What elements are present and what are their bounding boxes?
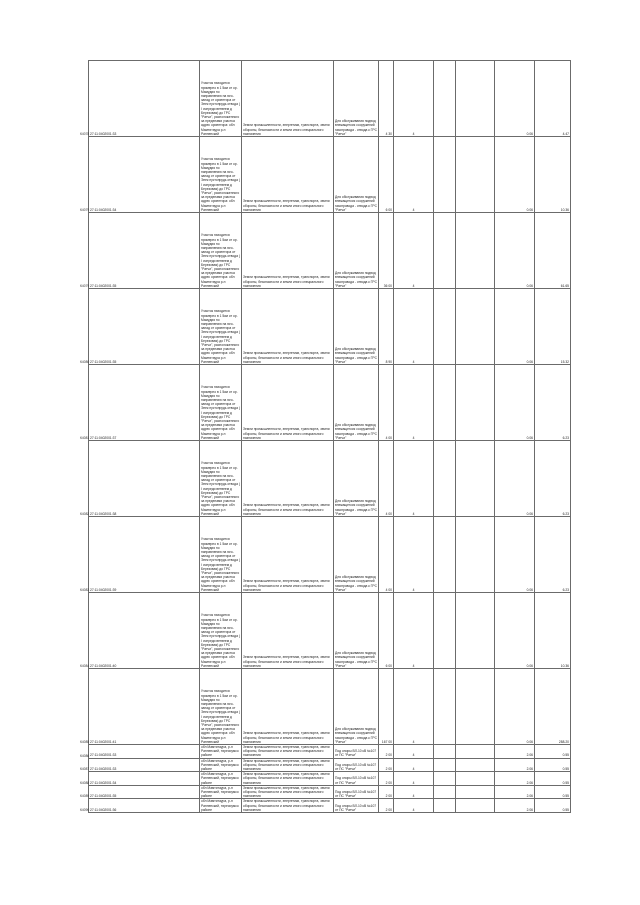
cadastral-number-cell: 27:11:0402001:33 — [89, 745, 200, 759]
location-cell: обл Мамтитаура, р-н Ранненский, тиресиумсо районе — [200, 758, 242, 772]
unit-cell: 4 — [394, 785, 434, 799]
permitted-use-cell: Для обслуживания подвод внежащегося сооружений газопровода - отвода к ГРС "Ратчи" — [334, 137, 379, 213]
land-category-cell: Земли промышленности, энергетики, транспорта, земли обороны, безопасности и земли иного специального назначения — [242, 289, 334, 365]
permitted-use-cell: Под опоры ВЛ-10 кВ №107 от ПС "Ратчи" — [334, 758, 379, 772]
cadastral-number-cell: 27:11:0402001:35 — [89, 213, 200, 289]
rate-cell: 2.06 — [495, 758, 535, 772]
cadastral-number-cell: 27:11:0402001:37 — [89, 365, 200, 441]
land-category-cell: Земли промышленности, энергетики, транспорта, земли обороны, безопасности и земли иного специального назначения — [242, 669, 334, 745]
amount-cell: 10.36 — [535, 137, 571, 213]
rate-cell: 2.06 — [495, 785, 535, 799]
empty-cell — [456, 61, 495, 137]
empty-cell — [456, 799, 495, 813]
rate-cell: 0.06 — [495, 669, 535, 745]
land-category-cell: Земли промышленности, энергетики, транспорта, земли обороны, безопасности и земли иного специального назначения — [242, 593, 334, 669]
table-row — [89, 289, 571, 365]
empty-cell — [434, 137, 456, 213]
empty-cell — [456, 213, 495, 289]
rate-cell: 0.06 — [495, 61, 535, 137]
unit-cell: 4 — [394, 772, 434, 786]
empty-cell — [456, 517, 495, 593]
row-id-label: К4089 — [80, 794, 90, 799]
empty-cell — [456, 758, 495, 772]
unit-cell: 4 — [394, 365, 434, 441]
table-body — [89, 61, 571, 813]
land-category-cell: Земли промышленности, энергетики, транспорта, земли обороны, безопасности и земли иного специального назначения — [242, 772, 334, 786]
area-cell: 2 00 — [379, 772, 394, 786]
rate-cell: 2.06 — [495, 772, 535, 786]
row-id-label: К4080 — [80, 360, 90, 364]
area-cell: 167 00 — [379, 669, 394, 745]
rate-cell: 0.06 — [495, 289, 535, 365]
permitted-use-cell: Для обслуживания подвод внежащегося сооружений газопровода - отвода к ГРС "Ратчи" — [334, 441, 379, 517]
row-id-label: К4087 — [80, 767, 90, 772]
row-id-label: К4083 — [80, 588, 90, 592]
land-category-cell: Земли промышленности, энергетики, транспорта, земли обороны, безопасности и земли иного специального назначения — [242, 365, 334, 441]
area-cell: 6 00 — [379, 593, 394, 669]
empty-cell — [456, 365, 495, 441]
cadastral-number-cell: 27:11:0402001:33 — [89, 758, 200, 772]
land-category-cell: Земли промышленности, энергетики, транспорта, земли обороны, безопасности и земли иного специального назначения — [242, 758, 334, 772]
permitted-use-cell: Под опоры ВЛ-10 кВ №107 от ПС "Ратчи" — [334, 772, 379, 786]
cadastral-number-cell: 27:11:0402001:34 — [89, 137, 200, 213]
empty-cell — [434, 799, 456, 813]
empty-cell — [434, 517, 456, 593]
amount-cell: 10.36 — [535, 593, 571, 669]
cadastral-number-cell: 27:11:0402001:35 — [89, 289, 200, 365]
empty-cell — [434, 441, 456, 517]
area-cell: 2 00 — [379, 745, 394, 759]
unit-cell: 4 — [394, 669, 434, 745]
location-cell: Участок находится примерно в 1 5км от ор. Мамудия по направлению на юго-запад от ориентира от Элек пустопрудь отвода ( I очереди ветвеем д Березовая) до ГРС "Ратчи", расположенного за пределами участка адрес ориентира: обл Мамтитаура р-н Ранненский — [200, 441, 242, 517]
location-cell: обл Мамтитаура, р-н Ранненский, тиресиумсо районе — [200, 799, 242, 813]
permitted-use-cell: Под опоры ВЛ-10 кВ №107 от ПС "Ратчи" — [334, 745, 379, 759]
land-category-cell: Земли промышленности, энергетики, транспорта, земли обороны, безопасности и земли иного специального назначения — [242, 61, 334, 137]
cadastral-number-cell: 27:11:0402001:34 — [89, 772, 200, 786]
permitted-use-cell: Для обслуживания подвод внежащегося сооружений газопровода - отвода к ГРС "Ратчи" — [334, 669, 379, 745]
area-cell: 2 00 — [379, 799, 394, 813]
location-cell: Участок находится примерно в 1 5км от ор. Мамудия по направлению на юго-запад от ориентира от Элек пустопрудь отвода ( I очереди ветвеем д Березовая) до ГРС "Ратчи", расположенного за пределами участка адрес ориентира: обл Мамтитаура р-н Ранненский — [200, 289, 242, 365]
unit-cell: 4 — [394, 441, 434, 517]
table-row — [89, 137, 571, 213]
area-cell: 4 30 — [379, 61, 394, 137]
land-category-cell: Земли промышленности, энергетики, транспорта, земли обороны, безопасности и земли иного специального назначения — [242, 517, 334, 593]
rate-cell: 0.06 — [495, 441, 535, 517]
amount-cell: 0.55 — [535, 758, 571, 772]
unit-cell: 4 — [394, 289, 434, 365]
rate-cell: 2.06 — [495, 799, 535, 813]
location-cell: обл Мамтитаура, р-н Ранненский, тиресиумсо районе — [200, 785, 242, 799]
row-id-label: К4084 — [80, 664, 90, 668]
cadastral-number-cell: 27:11:0402001:39 — [89, 517, 200, 593]
empty-cell — [456, 441, 495, 517]
land-category-cell: Земли промышленности, энергетики, транспорта, земли обороны, безопасности и земли иного специального назначения — [242, 785, 334, 799]
empty-cell — [456, 785, 495, 799]
permitted-use-cell: Для обслуживания подвод внежащегося сооружений газопровода - отвода к ГРС "Ратчи" — [334, 289, 379, 365]
permitted-use-cell: Для обслуживания подвод внежащегося сооружений газопровода - отвода к ГРС "Ратчи" — [334, 365, 379, 441]
empty-cell — [456, 669, 495, 745]
permitted-use-cell: Под опоры ВЛ-10 кВ №107 от ПС "Ратчи" — [334, 785, 379, 799]
location-cell: обл Мамтитаура, р-н Ранненский, тиресиумсо районе — [200, 772, 242, 786]
amount-cell: 6.23 — [535, 517, 571, 593]
row-id-label: К4088 — [80, 780, 90, 785]
area-cell: 2 00 — [379, 758, 394, 772]
rate-cell: 0.06 — [495, 517, 535, 593]
amount-cell: 4.47 — [535, 61, 571, 137]
empty-cell — [434, 365, 456, 441]
table-row — [89, 669, 571, 745]
rate-cell: 2.06 — [495, 745, 535, 759]
land-category-cell: Земли промышленности, энергетики, транспорта, земли обороны, безопасности и земли иного специального назначения — [242, 799, 334, 813]
row-id-label: К4081 — [80, 436, 90, 440]
row-id-label: К4079 — [80, 284, 90, 288]
area-cell: 4 00 — [379, 517, 394, 593]
empty-cell — [434, 213, 456, 289]
table-row — [89, 61, 571, 137]
unit-cell: 4 — [394, 799, 434, 813]
unit-cell: 4 — [394, 593, 434, 669]
area-cell: 4 00 — [379, 441, 394, 517]
empty-cell — [434, 758, 456, 772]
amount-cell: 0.55 — [535, 799, 571, 813]
table-row — [89, 785, 571, 799]
unit-cell: 4 — [394, 517, 434, 593]
land-category-cell: Земли промышленности, энергетики, транспорта, земли обороны, безопасности и земли иного специального назначения — [242, 137, 334, 213]
amount-cell: 0.55 — [535, 785, 571, 799]
table-row — [89, 593, 571, 669]
location-cell: Участок находится примерно в 1 5км от ор. Мамудия по направлению на юго-запад от ориентира от Элек пустопрудь отвода ( I очереди ветвеем д Березовая) до ГРС "Ратчи", расположенного за пределами участка адрес ориентира: обл Мамтитаура р-н Ранненский — [200, 137, 242, 213]
row-id-label: К4085 — [80, 740, 90, 744]
cadastral-number-cell: 27:11:0402001:40 — [89, 593, 200, 669]
row-id-label: К4078 — [80, 132, 90, 136]
permitted-use-cell: Для обслуживания подвод внежащегося сооружений газопровода - отвода к ГРС "Ратчи" — [334, 61, 379, 137]
amount-cell: 6.23 — [535, 441, 571, 517]
table-row — [89, 213, 571, 289]
empty-cell — [434, 772, 456, 786]
location-cell: обл Мамтитаура, р-н Ранненский, тиресиумсо районе — [200, 745, 242, 759]
row-id-label: К4086 — [80, 753, 90, 758]
rate-cell: 0.06 — [495, 365, 535, 441]
table-row — [89, 365, 571, 441]
table-row — [89, 772, 571, 786]
unit-cell: 4 — [394, 758, 434, 772]
location-cell: Участок находится примерно в 1 5км от ор. Мамудия по направлению на юго-запад от ориентира от Элек пустопрудь отвода ( I очереди ветвеем д Березовая) до ГРС "Ратчи", расположенного за пределами участка адрес ориентира: обл Мамтитаура р-н Ранненский — [200, 517, 242, 593]
cadastral-number-cell: 27:11:0402001:33 — [89, 61, 200, 137]
unit-cell: 4 — [394, 137, 434, 213]
land-category-cell: Земли промышленности, энергетики, транспорта, земли обороны, безопасности и земли иного специального назначения — [242, 441, 334, 517]
empty-cell — [434, 669, 456, 745]
empty-cell — [456, 593, 495, 669]
empty-cell — [434, 745, 456, 759]
empty-cell — [434, 289, 456, 365]
unit-cell: 4 — [394, 213, 434, 289]
location-cell: Участок находится примерно в 1 5км от ор. Мамудия по направлению на юго-запад от ориентира от Элек пустопрудь отвода ( I очереди ветвеем д Березовая) до ГРС "Ратчи", расположенного за пределами участка адрес ориентира: обл Мамтитаура р-н Ранненский — [200, 669, 242, 745]
amount-cell: 0.55 — [535, 772, 571, 786]
row-id-label: К4090 — [80, 808, 90, 813]
empty-cell — [456, 745, 495, 759]
cadastral-number-cell: 27:11:0402001:38 — [89, 441, 200, 517]
land-category-cell: Земли промышленности, энергетики, транспорта, земли обороны, безопасности и земли иного специального назначения — [242, 213, 334, 289]
table-row — [89, 758, 571, 772]
unit-cell: 4 — [394, 745, 434, 759]
amount-cell: 0.55 — [535, 745, 571, 759]
table-row — [89, 441, 571, 517]
cadastral-number-cell: 27:11:0402001:41 — [89, 669, 200, 745]
area-cell: 8 90 — [379, 289, 394, 365]
row-id-label: К4082 — [80, 512, 90, 516]
table-row — [89, 799, 571, 813]
area-cell: 2 00 — [379, 785, 394, 799]
area-cell: 36 00 — [379, 213, 394, 289]
permitted-use-cell: Для обслуживания подвод внежащегося сооружений газопровода - отвода к ГРС "Ратчи" — [334, 213, 379, 289]
row-id-label: К4079 — [80, 208, 90, 212]
empty-cell — [456, 772, 495, 786]
land-register-table — [88, 60, 571, 813]
empty-cell — [434, 61, 456, 137]
unit-cell: 4 — [394, 61, 434, 137]
rate-cell: 0.06 — [495, 593, 535, 669]
permitted-use-cell: Под опоры ВЛ-10 кВ №107 от ПС "Ратчи" — [334, 799, 379, 813]
location-cell: Участок находится примерно в 1 5км от ор. Мамудия по направлению на юго-запад от ориентира от Элек пустопрудь отвода ( I очереди ветвеем д Березовая) до ГРС "Ратчи", расположенного за пределами участка адрес ориентира: обл Мамтитаура р-н Ранненский — [200, 365, 242, 441]
amount-cell: 61.65 — [535, 213, 571, 289]
table-row — [89, 517, 571, 593]
cadastral-number-cell: 27:11:0402001:36 — [89, 799, 200, 813]
permitted-use-cell: Для обслуживания подвод внежащегося сооружений газопровода - отвода к ГРС "Ратчи" — [334, 517, 379, 593]
location-cell: Участок находится примерно в 1 5км от ор. Мамудия по направлению на юго-запад от ориентира от Элек пустопрудь отвода ( I очереди ветвеем д Березовая) до ГРС "Ратчи", расположенного за пределами участка адрес ориентира: обл Мамтитаура р-н Ранненский — [200, 61, 242, 137]
empty-cell — [456, 289, 495, 365]
empty-cell — [434, 785, 456, 799]
amount-cell: 15.32 — [535, 289, 571, 365]
land-category-cell: Земли промышленности, энергетики, транспорта, земли обороны, безопасности и земли иного специального назначения — [242, 745, 334, 759]
rate-cell: 0.06 — [495, 137, 535, 213]
permitted-use-cell: Для обслуживания подвод внежащегося сооружений газопровода - отвода к ГРС "Ратчи" — [334, 593, 379, 669]
empty-cell — [456, 137, 495, 213]
location-cell: Участок находится примерно в 1 5км от ор. Мамудия по направлению на юго-запад от ориентира от Элек пустопрудь отвода ( I очереди ветвеем д Березовая) до ГРС "Ратчи", расположенного за пределами участка адрес ориентира: обл Мамтитаура р-н Ранненский — [200, 213, 242, 289]
amount-cell: 6.23 — [535, 365, 571, 441]
cadastral-number-cell: 27:11:0402001:35 — [89, 785, 200, 799]
table-row — [89, 745, 571, 759]
empty-cell — [434, 593, 456, 669]
location-cell: Участок находится примерно в 1 5км от ор. Мамудия по направлению на юго-запад от ориентира от Элек пустопрудь отвода ( I очереди ветвеем д Березовая) до ГРС "Ратчи", расположенного за пределами участка адрес ориентира: обл Мамтитаура р-н Ранненский — [200, 593, 242, 669]
amount-cell: 288.20 — [535, 669, 571, 745]
rate-cell: 0.06 — [495, 213, 535, 289]
area-cell: 6 00 — [379, 137, 394, 213]
area-cell: 4 00 — [379, 365, 394, 441]
